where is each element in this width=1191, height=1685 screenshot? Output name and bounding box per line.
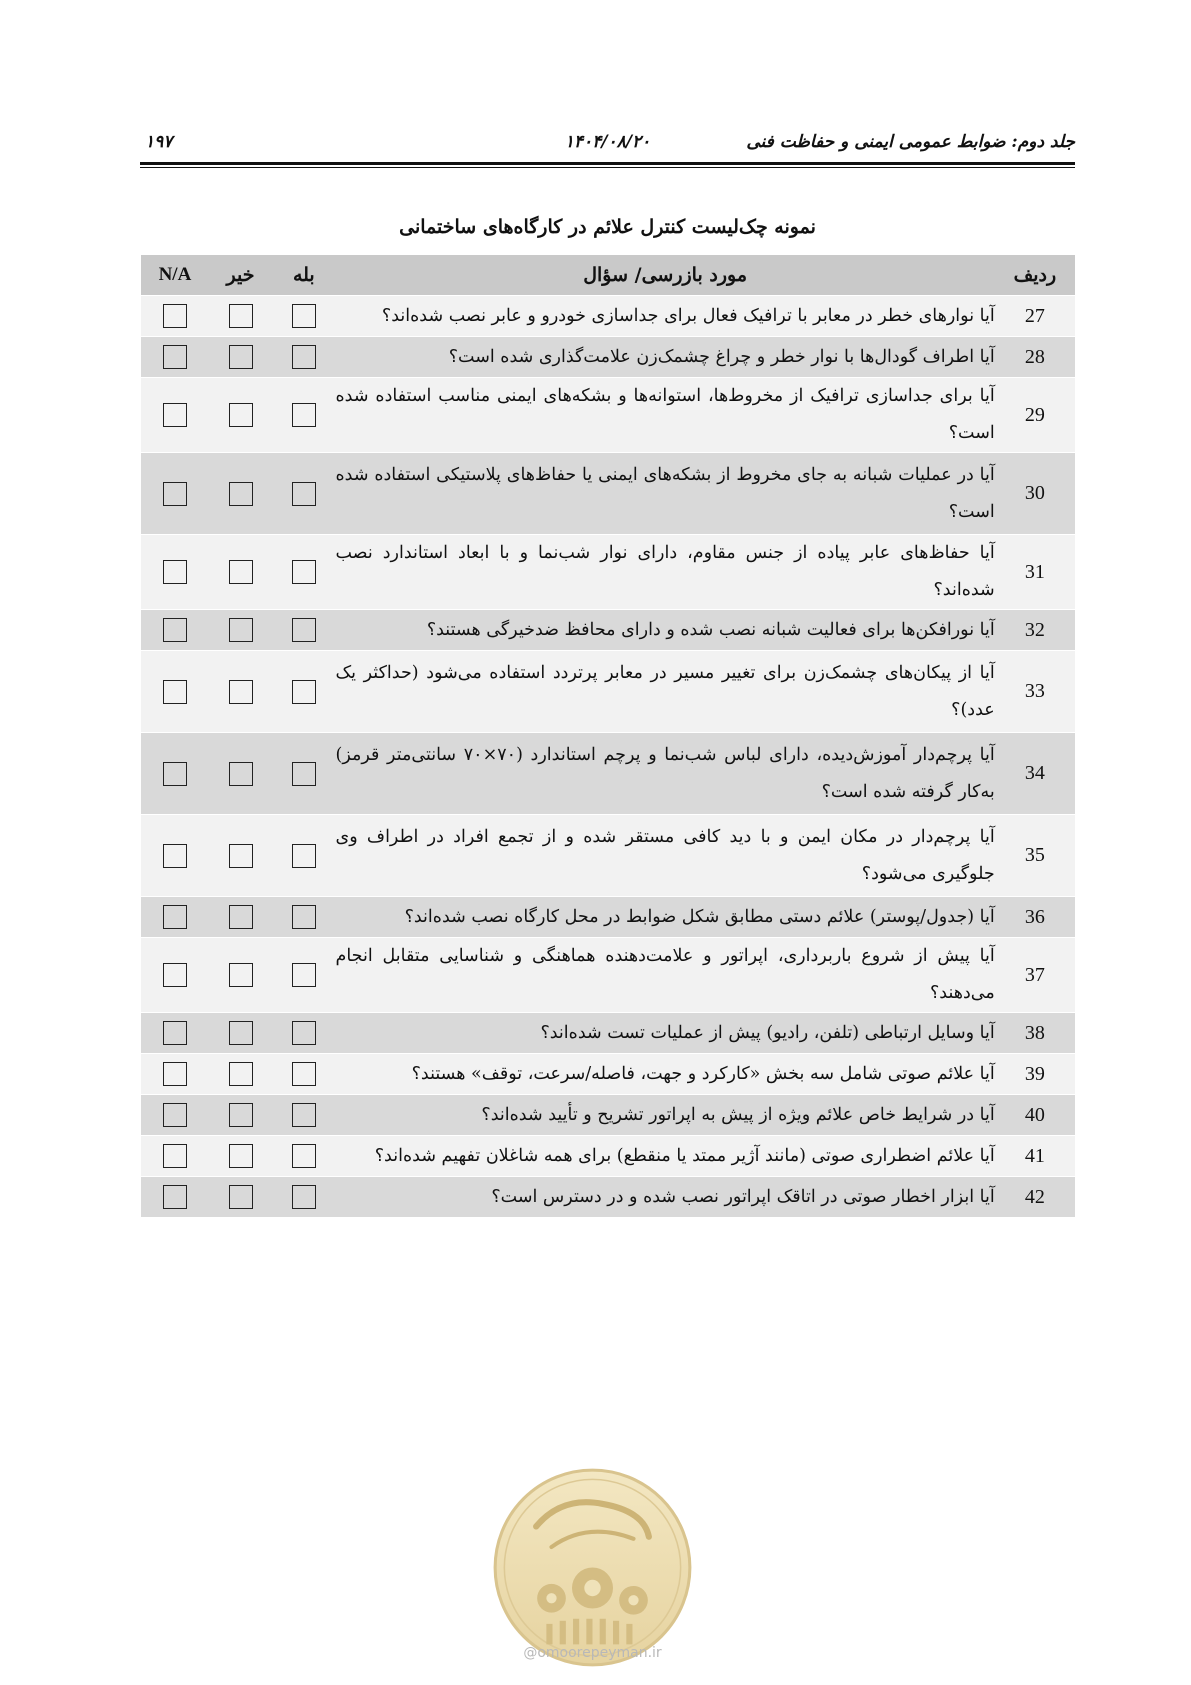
question-text: آیا نوارهای خطر در معابر با ترافیک فعال برای جداسازی خودرو و عابر نصب شده‌اند؟ <box>336 296 995 337</box>
na-checkbox[interactable] <box>163 560 187 584</box>
na-cell <box>141 337 209 378</box>
no-cell <box>209 651 272 733</box>
row-number: 42 <box>995 1177 1075 1218</box>
yes-checkbox[interactable] <box>292 1103 316 1127</box>
na-checkbox[interactable] <box>163 403 187 427</box>
yes-checkbox[interactable] <box>292 618 316 642</box>
yes-cell <box>272 378 335 453</box>
na-cell <box>141 651 209 733</box>
yes-checkbox[interactable] <box>292 680 316 704</box>
yes-checkbox[interactable] <box>292 403 316 427</box>
no-checkbox[interactable] <box>229 1062 253 1086</box>
header-row-number: ردیف <box>995 255 1075 296</box>
no-checkbox[interactable] <box>229 680 253 704</box>
yes-cell <box>272 535 335 610</box>
na-cell <box>141 535 209 610</box>
no-cell <box>209 453 272 535</box>
yes-cell <box>272 1095 335 1136</box>
yes-cell <box>272 296 335 337</box>
no-checkbox[interactable] <box>229 482 253 506</box>
na-cell <box>141 1095 209 1136</box>
question-text: آیا ابزار اخطار صوتی در اتاقک اپراتور نصب شده و در دسترس است؟ <box>336 1177 995 1218</box>
page-number: ۱۹۷ <box>145 132 173 152</box>
row-number: 34 <box>995 733 1075 815</box>
header-yes: بله <box>272 255 335 296</box>
question-text: آیا علائم صوتی شامل سه بخش «کارکرد و جهت، فاصله/سرعت، توقف» هستند؟ <box>336 1054 995 1095</box>
question-text: آیا (جدول/پوستر) علائم دستی مطابق شکل ضوابط در محل کارگاه نصب شده‌اند؟ <box>336 897 995 938</box>
yes-cell <box>272 1054 335 1095</box>
row-number: 31 <box>995 535 1075 610</box>
no-cell <box>209 610 272 651</box>
question-text: آیا پیش از شروع باربرداری، اپراتور و علامت‌دهنده هماهنگی و شناسایی متقابل انجام می‌دهند؟ <box>336 938 995 1013</box>
row-number: 40 <box>995 1095 1075 1136</box>
row-number: 37 <box>995 938 1075 1013</box>
row-number: 39 <box>995 1054 1075 1095</box>
yes-cell <box>272 733 335 815</box>
table-row <box>141 815 1075 897</box>
yes-cell <box>272 897 335 938</box>
na-cell <box>141 296 209 337</box>
table-row <box>141 1177 1075 1218</box>
table-row <box>141 337 1075 378</box>
table-row <box>141 897 1075 938</box>
row-number: 30 <box>995 453 1075 535</box>
na-cell <box>141 815 209 897</box>
na-checkbox[interactable] <box>163 1062 187 1086</box>
na-checkbox[interactable] <box>163 680 187 704</box>
checklist-table <box>141 255 1075 1218</box>
no-cell <box>209 296 272 337</box>
table-row <box>141 378 1075 453</box>
yes-checkbox[interactable] <box>292 1062 316 1086</box>
yes-checkbox[interactable] <box>292 304 316 328</box>
na-cell <box>141 1013 209 1054</box>
row-number: 27 <box>995 296 1075 337</box>
na-cell <box>141 378 209 453</box>
no-cell <box>209 535 272 610</box>
table-row <box>141 453 1075 535</box>
na-cell <box>141 1054 209 1095</box>
row-number: 36 <box>995 897 1075 938</box>
na-cell <box>141 897 209 938</box>
yes-checkbox[interactable] <box>292 905 316 929</box>
header-question: مورد بازرسی/ سؤال <box>336 255 995 296</box>
table-row <box>141 535 1075 610</box>
table-row <box>141 1013 1075 1054</box>
question-text: آیا پرچم‌دار در مکان ایمن و با دید کافی مستقر شده و از تجمع افراد در اطراف وی جلوگیری می‌شود؟ <box>336 815 995 897</box>
header-no: خیر <box>209 255 272 296</box>
table-row <box>141 1054 1075 1095</box>
no-cell <box>209 378 272 453</box>
yes-cell <box>272 610 335 651</box>
yes-checkbox[interactable] <box>292 844 316 868</box>
no-checkbox[interactable] <box>229 905 253 929</box>
na-cell <box>141 733 209 815</box>
yes-cell <box>272 1013 335 1054</box>
yes-checkbox[interactable] <box>292 345 316 369</box>
table-row <box>141 733 1075 815</box>
question-text: آیا پرچم‌دار آموزش‌دیده، دارای لباس شب‌نما و پرچم استاندارد (۷۰×۷۰ سانتی‌متر قرمز) به‌کار گرفته شده است؟ <box>336 733 995 815</box>
yes-checkbox[interactable] <box>292 963 316 987</box>
omoorepeyman-seal-logo <box>490 1465 695 1670</box>
na-checkbox[interactable] <box>163 762 187 786</box>
row-number: 28 <box>995 337 1075 378</box>
na-checkbox[interactable] <box>163 618 187 642</box>
yes-cell <box>272 1177 335 1218</box>
no-checkbox[interactable] <box>229 762 253 786</box>
yes-cell <box>272 1136 335 1177</box>
yes-checkbox[interactable] <box>292 1144 316 1168</box>
no-checkbox[interactable] <box>229 560 253 584</box>
no-checkbox[interactable] <box>229 304 253 328</box>
row-number: 35 <box>995 815 1075 897</box>
no-cell <box>209 938 272 1013</box>
na-checkbox[interactable] <box>163 1021 187 1045</box>
question-text: آیا در عملیات شبانه به جای مخروط از بشکه‌های ایمنی یا حفاظ‌های پلاستیکی استفاده شده است؟ <box>336 453 995 535</box>
table-row <box>141 296 1075 337</box>
yes-cell <box>272 337 335 378</box>
no-cell <box>209 1013 272 1054</box>
table-row <box>141 938 1075 1013</box>
yes-cell <box>272 651 335 733</box>
na-checkbox[interactable] <box>163 345 187 369</box>
page-header <box>140 128 1075 158</box>
table-row <box>141 1136 1075 1177</box>
watermark-url: @omoorepeyman.ir <box>523 1645 662 1661</box>
question-text: آیا وسایل ارتباطی (تلفن، رادیو) پیش از عملیات تست شده‌اند؟ <box>336 1013 995 1054</box>
no-cell <box>209 897 272 938</box>
no-checkbox[interactable] <box>229 1144 253 1168</box>
question-text: آیا حفاظ‌های عابر پیاده از جنس مقاوم، دارای نوار شب‌نما و با ابعاد استاندارد نصب شده‌اند؟ <box>336 535 995 610</box>
header-rule-thin <box>140 167 1075 168</box>
header-date: ۱۴۰۴/۰۸/۲۰ <box>564 132 651 152</box>
na-checkbox[interactable] <box>163 1144 187 1168</box>
no-cell <box>209 337 272 378</box>
na-checkbox[interactable] <box>163 1103 187 1127</box>
yes-checkbox[interactable] <box>292 482 316 506</box>
yes-cell <box>272 815 335 897</box>
yes-cell <box>272 938 335 1013</box>
question-text: آیا علائم اضطراری صوتی (مانند آژیر ممتد یا منقطع) برای همه شاغلان تفهیم شده‌اند؟ <box>336 1136 995 1177</box>
no-checkbox[interactable] <box>229 963 253 987</box>
no-cell <box>209 733 272 815</box>
yes-cell <box>272 453 335 535</box>
no-cell <box>209 815 272 897</box>
row-number: 41 <box>995 1136 1075 1177</box>
table-row <box>141 651 1075 733</box>
yes-checkbox[interactable] <box>292 560 316 584</box>
no-cell <box>209 1095 272 1136</box>
yes-checkbox[interactable] <box>292 1021 316 1045</box>
row-number: 38 <box>995 1013 1075 1054</box>
na-checkbox[interactable] <box>163 963 187 987</box>
row-number: 33 <box>995 651 1075 733</box>
no-checkbox[interactable] <box>229 403 253 427</box>
checklist-title: نمونه چک‌لیست کنترل علائم در کارگاه‌های ساختمانی <box>399 216 816 238</box>
no-checkbox[interactable] <box>229 618 253 642</box>
no-checkbox[interactable] <box>229 1185 253 1209</box>
question-text: آیا برای جداسازی ترافیک از مخروط‌ها، استوانه‌ها و بشکه‌های ایمنی مناسب استفاده شده است؟ <box>336 378 995 453</box>
no-cell <box>209 1054 272 1095</box>
na-cell <box>141 938 209 1013</box>
na-checkbox[interactable] <box>163 1185 187 1209</box>
no-checkbox[interactable] <box>229 345 253 369</box>
header-na: N/A <box>141 255 209 296</box>
question-text: آیا نورافکن‌ها برای فعالیت شبانه نصب شده و دارای محافظ ضدخیرگی هستند؟ <box>336 610 995 651</box>
table-row <box>141 1095 1075 1136</box>
na-checkbox[interactable] <box>163 844 187 868</box>
na-checkbox[interactable] <box>163 482 187 506</box>
no-cell <box>209 1136 272 1177</box>
table-row <box>141 610 1075 651</box>
na-cell <box>141 610 209 651</box>
row-number: 29 <box>995 378 1075 453</box>
na-checkbox[interactable] <box>163 905 187 929</box>
question-text: آیا اطراف گودال‌ها با نوار خطر و چراغ چشمک‌زن علامت‌گذاری شده است؟ <box>336 337 995 378</box>
row-number: 32 <box>995 610 1075 651</box>
na-cell <box>141 1177 209 1218</box>
yes-checkbox[interactable] <box>292 1185 316 1209</box>
no-checkbox[interactable] <box>229 844 253 868</box>
chapter-title: جلد دوم: ضوابط عمومی ایمنی و حفاظت فنی <box>746 132 1075 152</box>
no-checkbox[interactable] <box>229 1103 253 1127</box>
na-cell <box>141 1136 209 1177</box>
na-checkbox[interactable] <box>163 304 187 328</box>
no-cell <box>209 1177 272 1218</box>
header-rule-thick <box>140 162 1075 165</box>
no-checkbox[interactable] <box>229 1021 253 1045</box>
yes-checkbox[interactable] <box>292 762 316 786</box>
na-cell <box>141 453 209 535</box>
question-text: آیا در شرایط خاص علائم ویژه از پیش به اپراتور تشریح و تأیید شده‌اند؟ <box>336 1095 995 1136</box>
question-text: آیا از پیکان‌های چشمک‌زن برای تغییر مسیر در معابر پرتردد استفاده می‌شود (حداکثر یک عدد)؟ <box>336 651 995 733</box>
